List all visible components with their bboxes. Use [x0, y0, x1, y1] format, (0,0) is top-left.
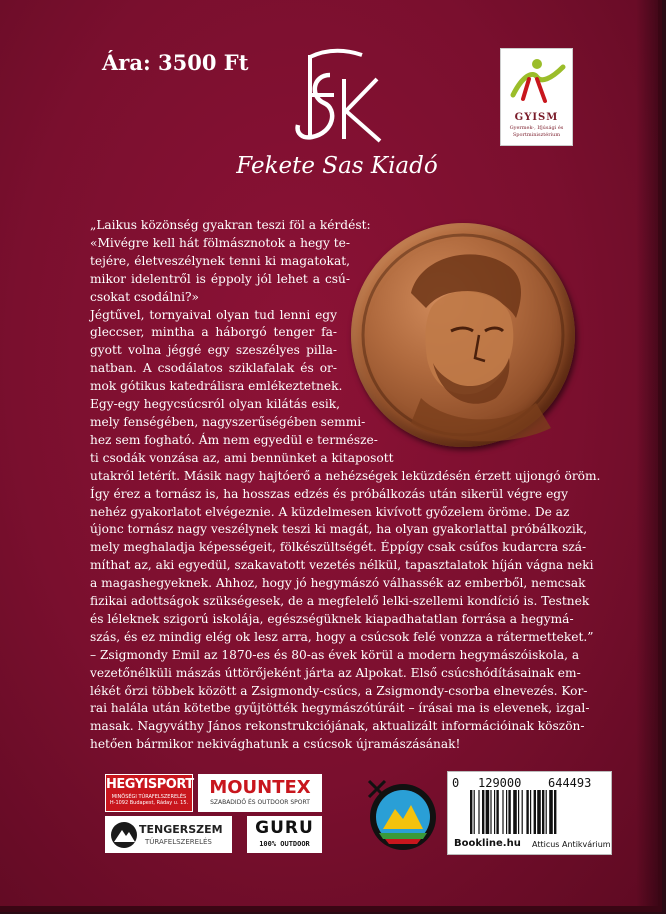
barcode-bar — [474, 790, 475, 834]
shop-name: Bookline.hu — [454, 838, 521, 849]
barcode-digits-right: 644493 — [548, 776, 592, 790]
runner-icon — [501, 49, 574, 109]
sponsor-mountex-logo — [198, 774, 322, 812]
barcode-bar — [494, 790, 495, 834]
blurb-line: míthat az, aki egyedül, szakavatott vezetés nélkül, tapasztalatok híján vágna neki — [90, 558, 594, 573]
seller-name: Atticus Antikvárium — [532, 840, 611, 849]
sponsor-tagline: TÚRAFELSZERELÉS — [145, 838, 212, 846]
blurb-line: «Mivégre kell hát fölmásznotok a hegy te- — [90, 235, 350, 250]
blurb-line: mikor idelentről is éppoly jól lehet a csú- — [90, 271, 350, 286]
barcode-bar — [537, 790, 541, 834]
barcode-bar — [486, 790, 490, 834]
climbing-federation-emblem-icon — [361, 775, 439, 853]
blurb-line: mely fenségében, nagyszerűségében semmi- — [90, 414, 366, 429]
barcode-bar — [530, 790, 531, 834]
blurb-line: natban. A csodálatos sziklafalak és or- — [90, 361, 337, 376]
blurb-line: masak. Nagyváthy János rekonstrukciójának, aktualizált információinak köszön- — [90, 719, 585, 734]
blurb-line: és léleknek szigorú iskolája, egészségüknek kiapadhatatlan forrása a hegymá- — [90, 611, 574, 626]
blurb-line: hez sem fogható. Ám nem egyedül e természe- — [90, 432, 378, 447]
sponsor-name: GURU — [255, 818, 314, 838]
sponsor-name: HEGYISPORT — [106, 777, 194, 792]
price-label: Ára: 3500 Ft — [102, 50, 249, 75]
barcode-bar — [554, 790, 556, 834]
barcode-bar — [549, 790, 553, 834]
barcode-bar — [526, 790, 528, 834]
blurb-line: gleccser, mintha a háborgó tenger fa- — [90, 325, 337, 340]
sponsor-guru-logo — [247, 816, 322, 853]
blurb-line: tejére, életveszélynek tenni ki magatokat, — [90, 253, 350, 268]
barcode-bar — [518, 790, 519, 834]
barcode-bar — [490, 790, 491, 834]
blurb-line: Egy-egy hegycsúcsról olyan kilátás esik, — [90, 397, 340, 412]
barcode-bar — [470, 790, 472, 834]
blurb-line: a magashegyeknek. Ahhoz, hogy jó hegymászó válhassék az emberből, nemcsak — [90, 576, 586, 591]
barcode-bar — [502, 790, 503, 834]
blurb-line: csokat csodálni?» — [90, 289, 199, 304]
publisher-logo-icon — [282, 45, 392, 145]
sponsor-tagline: SZABADIDŐ ÉS OUTDOOR SPORT — [210, 799, 310, 806]
ministry-name: Gyermek-, Ifjúsági és Sportminisztérium — [509, 125, 564, 138]
blurb-line: újonc tornász nagy veszélynek teszi ki magát, ha olyan gyakorlattal próbálkozik, — [90, 522, 588, 537]
blurb-line: Jégtűvel, tornyaival olyan tud lenni egy — [90, 307, 337, 322]
blurb-text — [90, 217, 601, 754]
blurb-line: szás, és ez mindig elég ok lesz arra, hogy a csúcsok felé vonzza a rátermetteket.” — [90, 629, 594, 644]
blurb-line: rai halála után kötetbe gyűjtötték hegymászótúráit – írásai ma is elevenek, izgal- — [90, 701, 590, 716]
blurb-line: nehéz gyakorlatot elvégeznie. A küzdelmesen kivívott győzelem öröme. De az — [90, 504, 570, 519]
blurb-line: vezetőnélküli mászás úttörőjeként járta az Alpokat. Első csúcshódításainak em- — [90, 665, 581, 680]
barcode-bars-icon — [470, 790, 610, 834]
blurb-line: hetően bármikor nekivághatunk a csúcsok újramászásának! — [90, 737, 461, 752]
sponsor-tagline: 100% OUTDOOR — [259, 840, 310, 848]
sponsor-hegyisport-logo — [105, 774, 193, 812]
blurb-line: – Zsigmondy Emil az 1870-es és 80-as évek körül a modern hegymászóiskola, a — [90, 647, 580, 662]
barcode-bar — [506, 790, 507, 834]
sponsor-tagline: MINŐSÉGI TÚRAFELSZERELÉS H-1092 Budapest, Ráday u. 15. — [109, 794, 189, 806]
barcode-bar — [496, 790, 498, 834]
blurb-line: Így érez a tornász is, ha hosszas edzés és próbálkozás után sikerül végre egy — [90, 486, 568, 501]
publisher-name: Fekete Sas Kiadó — [236, 153, 438, 179]
barcode-bar — [522, 790, 523, 834]
blurb-line: „Laikus közönség gyakran teszi föl a kérdést: — [90, 218, 371, 232]
barcode-bar — [508, 790, 510, 834]
sponsor-tengerszem-logo — [105, 816, 232, 853]
blurb-line: gyott volna jéggé egy szeszélyes pilla- — [90, 343, 337, 358]
barcode-bar — [534, 790, 536, 834]
barcode-digit-left: 0 — [452, 776, 460, 790]
blurb-line: ti csodák vonzása az, ami bennünket a kitaposott — [90, 450, 394, 465]
ministry-acronym: GYISM — [514, 112, 559, 123]
barcode-bar — [513, 790, 517, 834]
blurb-line: fizikai adottságok szükségesek, de a megfelelő lelki-szellemi kondíció is. Testnek — [90, 594, 590, 609]
blurb-line: lékét őrzi többek között a Zsigmondy-csúcs, a Zsigmondy-csorba elnevezés. Kor- — [90, 683, 588, 698]
mountain-icon — [109, 820, 139, 850]
barcode-bar — [482, 790, 484, 834]
blurb-line: utakról letérít. Másik nagy hajtóerő a nehézségek leküzdésén érzett ujjongó öröm. — [90, 468, 601, 483]
blurb-line: mely meghaladja képességeit, fölkészültségét. Éppígy csak csúfos kudarcra szá- — [90, 540, 587, 555]
barcode-digits-middle: 129000 — [478, 776, 522, 790]
barcode-bar — [478, 790, 479, 834]
ministry-logo — [500, 48, 573, 146]
barcode-bar — [542, 790, 544, 834]
edge-shadow — [636, 0, 658, 906]
sponsor-name: TENGERSZEM — [139, 823, 223, 836]
barcode-bar — [546, 790, 547, 834]
sponsor-name: MOUNTEX — [209, 777, 311, 798]
barcode-label — [447, 771, 612, 855]
blurb-line: mok gótikus katedrálisra emlékeztetnek. — [90, 379, 343, 394]
